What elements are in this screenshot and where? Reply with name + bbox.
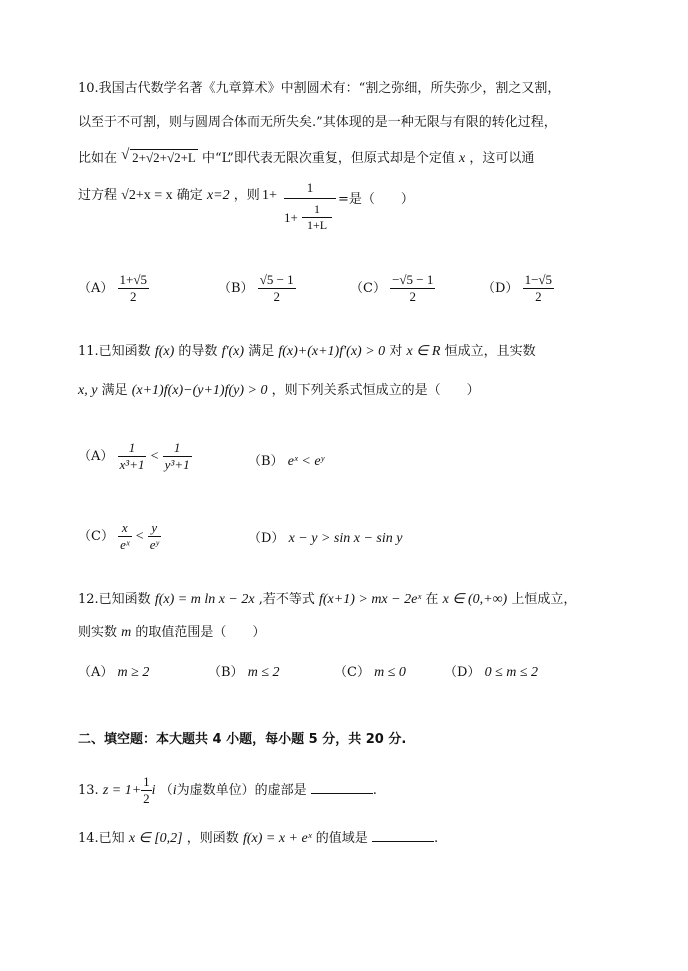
text: 12.已知函数 (78, 592, 151, 607)
num: −√5 − 1 (392, 272, 434, 287)
lhs (118, 440, 147, 473)
text: . (433, 831, 439, 846)
option-label: （A） (78, 281, 114, 296)
x-in-r: x ∈ R (406, 344, 441, 359)
text: 11.已知函数 (78, 344, 151, 359)
num: 1 (163, 440, 192, 457)
option-value: eˣ < eʸ (287, 454, 325, 469)
text: 上恒成立， (511, 592, 577, 607)
inner-num: 1 (302, 202, 332, 218)
option-label: （C） (78, 529, 114, 544)
text: 对 (389, 344, 403, 359)
q11-line2 (78, 382, 480, 400)
num: 1 (143, 774, 150, 789)
text: 13. (78, 783, 99, 798)
option-label: （B） (218, 281, 254, 296)
half (141, 774, 152, 807)
num: 1+√5 (119, 272, 147, 287)
text: ，则 (233, 188, 260, 203)
num: y (148, 520, 161, 537)
option-label: （A） (78, 449, 114, 464)
z-def: z = 1+ (102, 783, 142, 798)
den: eʸ (149, 537, 159, 552)
text: 则实数 (78, 625, 118, 640)
domain: x ∈ [0,2] (128, 831, 183, 846)
q11-option-b[interactable] (248, 450, 324, 470)
text: 的值域是 (315, 831, 368, 846)
text: 的导数 (178, 344, 218, 359)
q10-option-c[interactable] (350, 272, 435, 305)
option-frac (390, 272, 435, 305)
den: 2 (273, 289, 280, 304)
imag-unit-2: i (172, 783, 177, 798)
text: 恒成立，且实数 (444, 344, 536, 359)
lhs (118, 520, 131, 553)
option-value: 0 ≤ m ≤ 2 (484, 665, 539, 680)
inequality: f(x+1) > mx − 2eˣ (319, 592, 422, 607)
text: 过方程 (78, 188, 118, 203)
q12-line2 (78, 624, 265, 642)
equation: √2+x = x (121, 188, 173, 203)
q11-option-c[interactable] (78, 520, 161, 553)
text: ，这可以通 (469, 151, 535, 166)
answer-paren: =是（ ） (338, 192, 414, 207)
variable-m: m (121, 625, 132, 640)
one-plus-2: 1+ (284, 210, 298, 225)
option-label: （A） (78, 665, 114, 680)
section-heading: 二、填空题：本大题共 4 小题，每小题 5 分，共 20 分. (78, 732, 407, 747)
den: 2 (535, 289, 542, 304)
option-value: m ≥ 2 (117, 665, 150, 680)
inner-den: 1+L (306, 218, 328, 232)
imag-unit: i (151, 783, 156, 798)
frac-bar (284, 198, 336, 199)
text: 比如在 (78, 151, 118, 166)
fdef: f(x) = m ln x − 2x (154, 592, 255, 607)
option-label: （B） (208, 665, 244, 680)
answer-blank[interactable] (311, 781, 373, 794)
num: 1 (118, 440, 147, 457)
condition: f(x)+(x+1)f′(x) > 0 (278, 344, 386, 359)
q10-line1: 10.我国古代数学名著《九章算术》中割圆术有：“割之弥细，所失弥少，割之又割， (78, 81, 561, 96)
variable-x: x (458, 151, 466, 166)
fprime: f′(x) (221, 344, 245, 359)
text: 的取值范围是（ ） (135, 625, 266, 640)
text: 中“L”即代表无限次重复，但原式却是个定值 (202, 151, 455, 166)
text: 满足 (101, 383, 128, 398)
text: 确定 (176, 188, 203, 203)
den: 2 (130, 289, 137, 304)
fx: f(x) (154, 344, 175, 359)
q10-option-a[interactable] (78, 272, 149, 305)
q12-option-a[interactable] (78, 661, 149, 681)
less-than: < (150, 449, 159, 464)
rhs (163, 440, 192, 473)
text: 14.已知 (78, 831, 125, 846)
q10-option-d[interactable] (482, 272, 554, 305)
option-frac (118, 272, 149, 305)
option-label: （C） (334, 665, 370, 680)
option-label: （D） (444, 665, 481, 680)
option-label: （C） (350, 281, 386, 296)
den: 2 (143, 791, 150, 806)
den: y³+1 (164, 457, 190, 472)
option-label: （D） (482, 281, 519, 296)
num: √5 − 1 (259, 272, 294, 287)
q12-option-b[interactable] (208, 661, 280, 681)
num: 1−√5 (524, 272, 553, 287)
function-def: f(x) = x + eˣ (242, 831, 312, 846)
q10-line4 (78, 187, 260, 205)
q10-line2: 以至于不可割，则与圆周合体而无所失矣.”其体现的是一种无限与有限的转化过程， (78, 115, 557, 130)
text: ,若不等式 (258, 592, 315, 607)
text: 满足 (248, 344, 275, 359)
condition2: (x+1)f(x)−(y+1)f(y) > 0 (131, 383, 268, 398)
option-value: x − y > sin x − sin y (288, 531, 403, 546)
text: 为虚数单位）的虚部是 (176, 783, 307, 798)
q12-option-d[interactable] (444, 661, 538, 681)
q11-line1 (78, 343, 536, 361)
text: 在 (425, 592, 439, 607)
q10-option-b[interactable] (218, 272, 296, 305)
text: ，则函数 (186, 831, 239, 846)
rhs (148, 520, 161, 553)
option-frac (523, 272, 554, 305)
text: （ (159, 783, 173, 798)
nested-radical: √ 2+√2+√2+L (130, 149, 198, 165)
less-than: < (135, 529, 144, 544)
den: 2 (409, 289, 416, 304)
q13-line (78, 774, 377, 807)
option-label: （D） (248, 531, 285, 546)
frac-num: 1 (306, 180, 314, 195)
q10-line3 (78, 149, 534, 168)
domain: x ∈ (0,+∞) (442, 592, 508, 607)
option-label: （B） (248, 454, 284, 469)
option-value: m ≤ 2 (247, 665, 280, 680)
option-frac (258, 272, 296, 305)
one-plus: 1+ (262, 188, 277, 203)
text: ，则下列关系式恒成立的是（ ） (271, 383, 480, 398)
q14-line (78, 829, 438, 848)
q12-line1 (78, 591, 576, 609)
q11-option-a[interactable] (78, 440, 192, 473)
den: eˣ (120, 537, 130, 552)
option-value: m ≤ 0 (374, 665, 406, 680)
den: x³+1 (119, 457, 145, 472)
xy: x, y (78, 383, 98, 398)
answer-blank[interactable] (372, 829, 434, 842)
q12-option-c[interactable] (334, 661, 406, 681)
x-equals-2: x=2 (206, 188, 230, 203)
q11-option-d[interactable] (248, 527, 402, 547)
text: . (372, 783, 377, 798)
num: x (118, 520, 131, 537)
